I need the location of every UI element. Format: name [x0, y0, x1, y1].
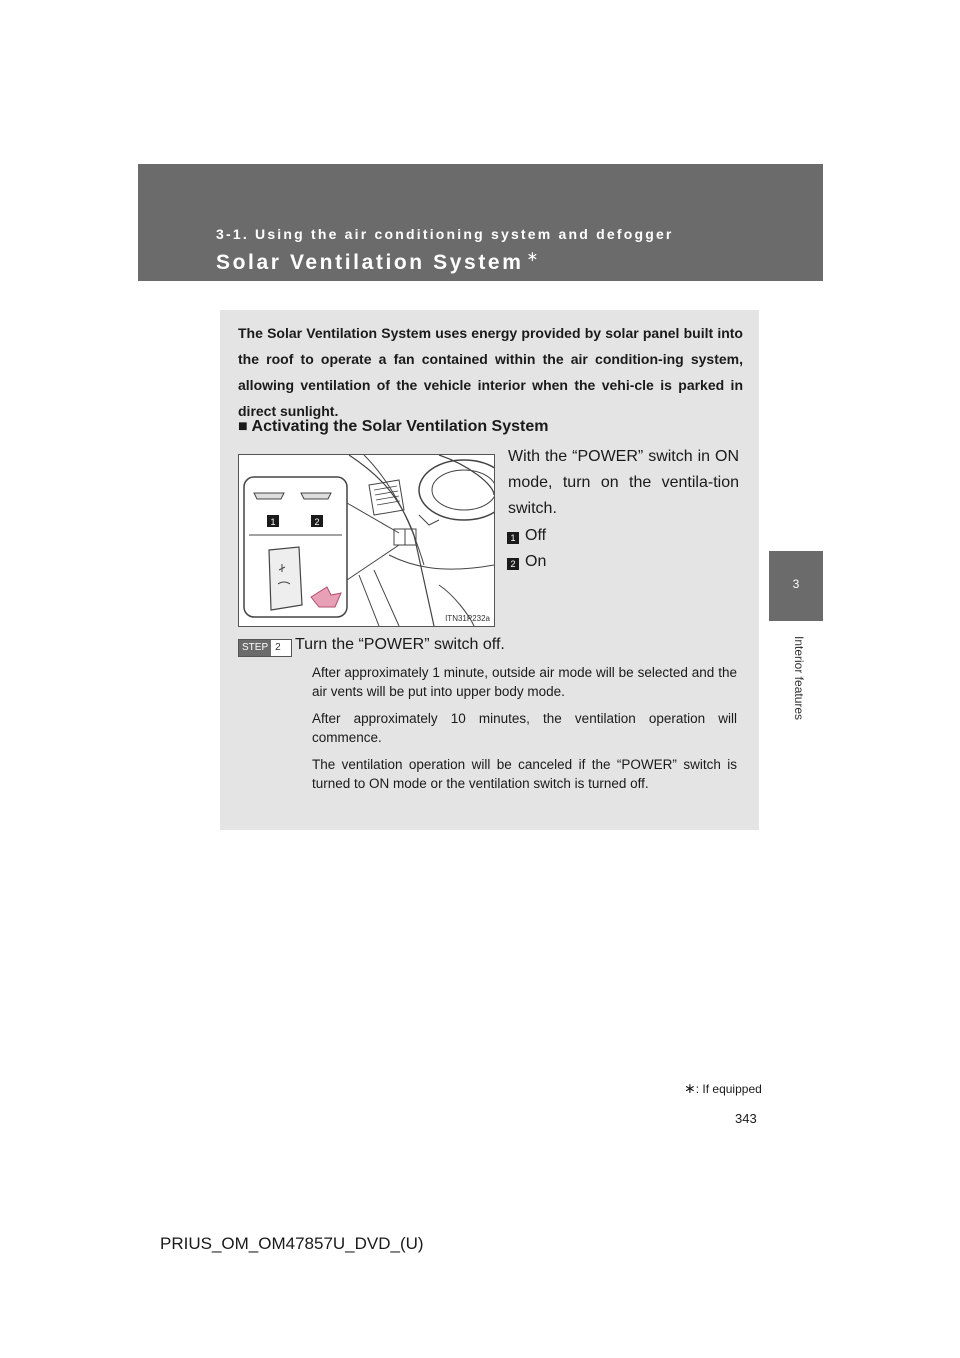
step2-badge-word: STEP [239, 640, 271, 656]
dashboard-drawing [239, 455, 494, 626]
step2-badge [238, 639, 292, 657]
footnote-text: : If equipped [695, 1082, 762, 1096]
note-paragraph: After approximately 1 minute, outside air mode will be selected and the air vents will be put into upper body mode. [312, 665, 737, 699]
step2-badge-number: 2 [275, 642, 281, 653]
note-paragraph: After approximately 10 minutes, the ventilation operation will commence. [312, 711, 737, 745]
footnote [684, 1080, 762, 1097]
page-title-text: Solar Ventilation System [216, 251, 524, 274]
intro-paragraph: The Solar Ventilation System uses energy provided by solar panel built into the roof to operate a fan contained within the air condition-ing system, allowing ventilation of the vehicle interior when the vehi-cle is parked in direct sunlight. [238, 325, 743, 419]
legend-label: Off [525, 527, 547, 544]
document-code: PRIUS_OM_OM47857U_DVD_(U) [160, 1234, 424, 1253]
ventilation-switch-illustration [238, 454, 495, 627]
legend-marker: 1 [507, 532, 519, 544]
chapter-number: 3 [792, 577, 800, 591]
step2-text: Turn the “POWER” switch off. [295, 636, 505, 653]
note-paragraph: The ventilation operation will be canceled if the “POWER” switch is turned to ON mode or the ventilation switch is turned off. [312, 757, 737, 791]
svg-text:1: 1 [270, 517, 276, 527]
section-label: 3-1. Using the air conditioning system and defogger [216, 226, 674, 242]
title-asterisk: ∗ [526, 248, 541, 264]
step1-text: With the “POWER” switch in ON mode, turn on the ventila-tion switch. [508, 448, 739, 517]
chapter-tab [769, 551, 823, 621]
legend-label: On [525, 553, 547, 570]
legend-item-off [507, 527, 546, 545]
page-title [216, 248, 541, 275]
subheading: ■ Activating the Solar Ventilation System [238, 418, 549, 435]
chapter-label: Interior features [792, 636, 806, 721]
page-number: 343 [735, 1111, 757, 1126]
content-box [220, 310, 759, 830]
page-header [138, 164, 823, 281]
image-code: ITN31P232a [445, 614, 490, 623]
svg-text:2: 2 [314, 517, 320, 527]
legend-marker: 2 [507, 558, 519, 570]
footnote-asterisk: ∗ [684, 1080, 696, 1096]
legend-item-on [507, 553, 546, 571]
